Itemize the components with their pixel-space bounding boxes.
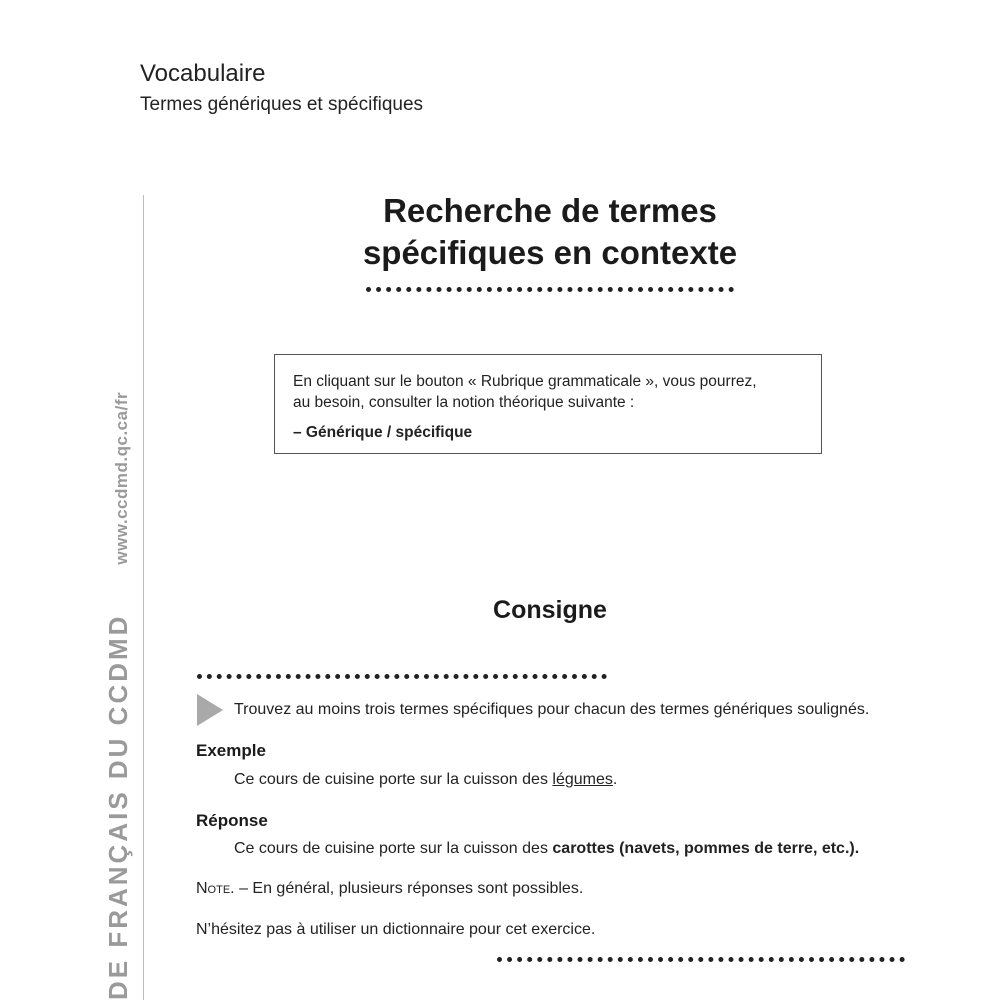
example-label: Exemple [196,741,266,760]
consigne-heading: Consigne [493,596,607,624]
sidebar-url: www.ccdmd.qc.ca/fr [112,391,131,565]
vertical-sidebar-text [103,392,134,1000]
answer-bold-terms: carottes (navets, pommes de terre, etc.). [552,840,860,857]
example-sentence [234,771,617,789]
margin-divider [143,195,144,1000]
example-sentence-end: . [612,771,618,788]
sidebar-brand: DE FRANÇAIS DU CCDMD [103,613,133,1000]
section-subtitle: Termes génériques et spécifiques [140,94,424,115]
page-title-line-2: spécifiques en contexte [362,234,738,271]
consigne-dotted-divider [197,674,607,679]
answer-sentence-start: Ce cours de cuisine porte sur la cuisson des [234,840,553,857]
bottom-dotted-divider [497,957,905,962]
answer-label: Réponse [196,811,268,830]
info-box [274,354,822,454]
note-prefix: Note [196,880,231,897]
info-box-line-2: au besoin, consulter la notion théorique suivante : [293,394,635,411]
section-title: Vocabulaire [140,60,266,87]
vertical-sidebar [103,391,143,1000]
note-line [196,880,583,898]
page-title [330,190,770,274]
note-text: . – En général, plusieurs réponses sont possibles. [230,880,584,897]
info-box-line-1: En cliquant sur le bouton « Rubrique grammaticale », vous pourrez, [293,373,757,390]
example-underlined-term: légumes [552,771,613,788]
page-title-line-1: Recherche de termes [383,192,717,229]
tip-line: N’hésitez pas à utiliser un dictionnaire pour cet exercice. [196,921,596,938]
example-sentence-start: Ce cours de cuisine porte sur la cuisson des [234,771,553,788]
info-box-notion: – Générique / spécifique [293,424,473,441]
instruction-text: Trouvez au moins trois termes spécifiques pour chacun des termes génériques soulignés. [234,701,870,718]
play-triangle-icon [197,694,223,726]
title-dotted-divider [366,287,734,292]
answer-sentence [234,840,859,858]
